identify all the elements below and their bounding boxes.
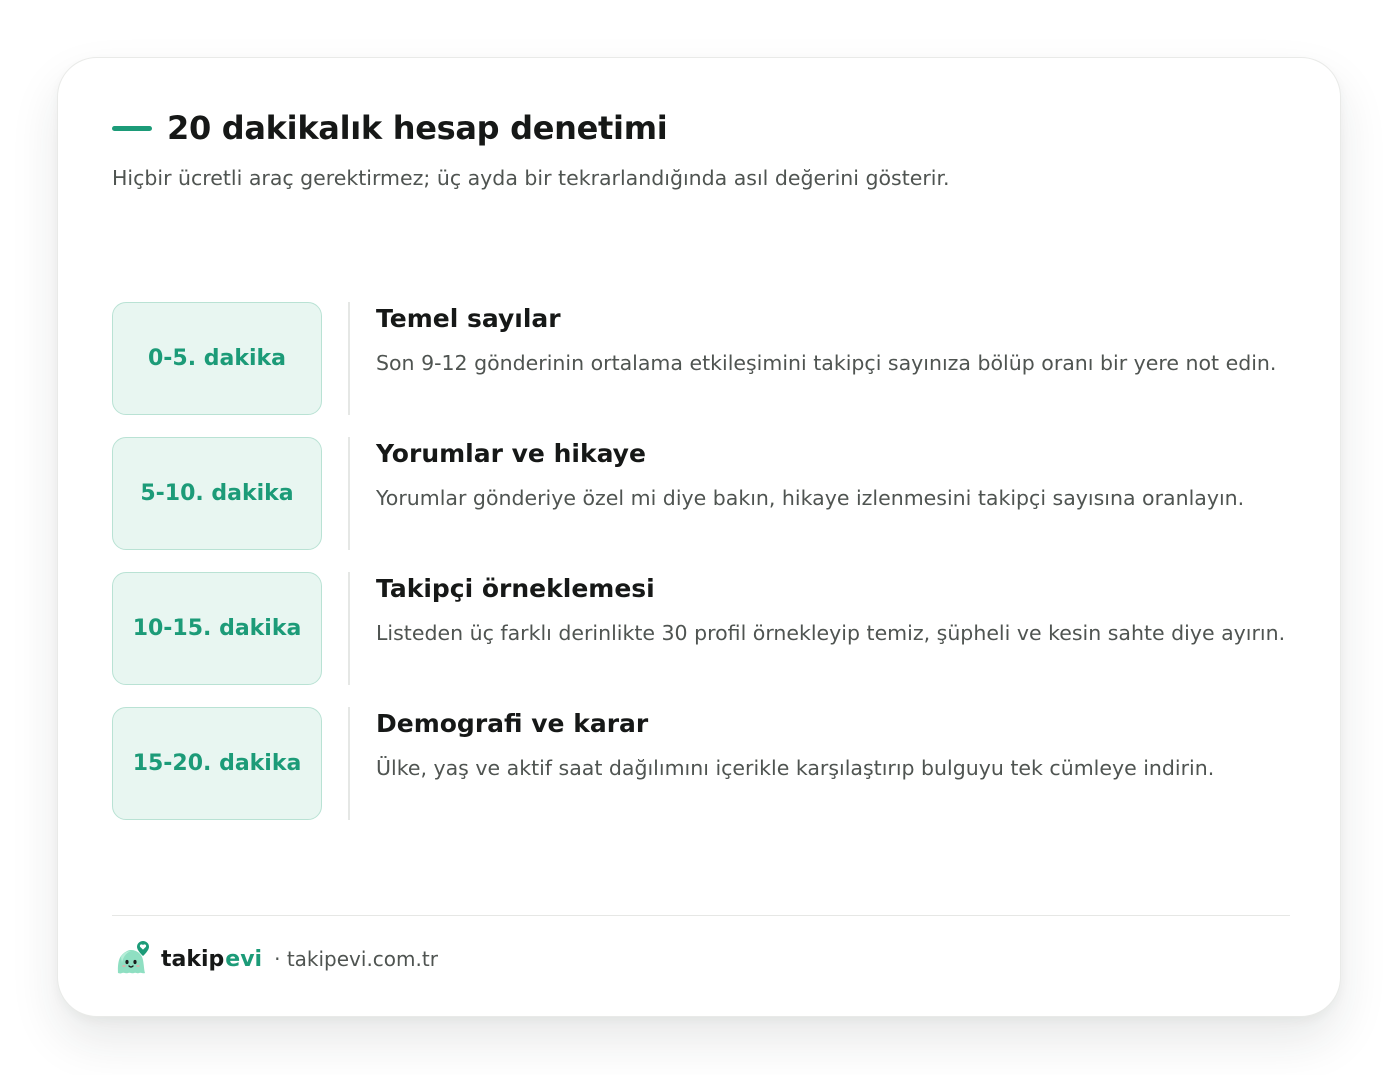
step-title: Demografi ve karar [376, 709, 649, 738]
footer [112, 938, 438, 980]
step-divider [348, 707, 350, 820]
step-time-badge: 5-10. dakika [112, 437, 322, 550]
step-time-badge: 15-20. dakika [112, 707, 322, 820]
footer-divider [112, 915, 1290, 916]
brand-name-part1: takip [161, 946, 225, 972]
brand-name-part2: evi [225, 946, 263, 972]
step-description: Yorumlar gönderiye özel mi diye bakın, hikaye izlenmesini takipçi sayısına oranlayın. [376, 486, 1245, 510]
step-description: Son 9-12 gönderinin ortalama etkileşimini takipçi sayınıza bölüp oranı bir yere not edin. [376, 351, 1277, 375]
brand-logo-text [161, 947, 262, 972]
step-description: Listeden üç farklı derinlikte 30 profil örnekleyip temiz, şüpheli ve kesin sahte diye ayırın. [376, 621, 1286, 645]
page-subtitle: Hiçbir ücretli araç gerektirmez; üç ayda bir tekrarlandığında asıl değerini gösterir. [112, 166, 950, 190]
step-title: Temel sayılar [376, 304, 561, 333]
step-title: Yorumlar ve hikaye [376, 439, 646, 468]
step-divider [348, 302, 350, 415]
step-divider [348, 437, 350, 550]
step-time-badge: 0-5. dakika [112, 302, 322, 415]
title-row [112, 106, 667, 150]
step-time-badge: 10-15. dakika [112, 572, 322, 685]
site-url: · takipevi.com.tr [274, 947, 438, 971]
audit-card [57, 57, 1341, 1017]
step-item [112, 302, 1292, 415]
step-item [112, 572, 1292, 685]
step-divider [348, 572, 350, 685]
step-item [112, 437, 1292, 550]
step-item [112, 707, 1292, 820]
page-title: 20 dakikalık hesap denetimi [167, 109, 668, 147]
step-description: Ülke, yaş ve aktif saat dağılımını içerikle karşılaştırıp bulguyu tek cümleye indirin. [376, 756, 1215, 780]
step-title: Takipçi örneklemesi [376, 574, 655, 603]
title-accent-bar [112, 126, 152, 131]
ghost-mascot-icon [112, 939, 152, 979]
